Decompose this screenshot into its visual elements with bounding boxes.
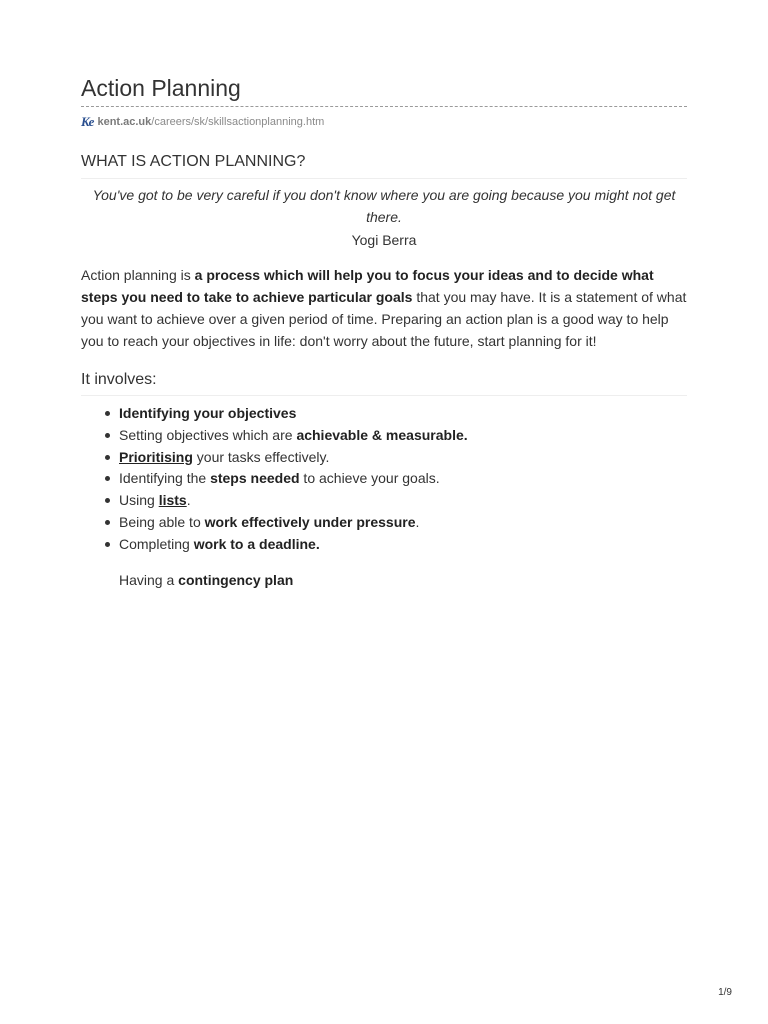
list-item [81, 447, 687, 469]
bullet-icon [105, 433, 110, 438]
title-divider [81, 106, 687, 107]
item-text: your tasks effectively. [192, 448, 330, 465]
section-divider [81, 178, 687, 179]
source-domain[interactable]: kent.ac.uk [97, 116, 152, 128]
bullet-icon [105, 411, 110, 416]
bullet-icon [105, 520, 110, 525]
list-item [81, 468, 687, 490]
kent-logo-icon: Ke [81, 114, 94, 129]
contingency-text: Having a [119, 572, 179, 588]
item-bold: steps needed [210, 470, 300, 487]
item-text: Using [119, 492, 159, 509]
item-text: . [415, 513, 420, 530]
item-bold: achievable & measurable. [296, 426, 468, 443]
document-title: Action Planning [81, 75, 241, 101]
list-item [81, 512, 687, 534]
bullet-icon [105, 542, 110, 547]
bullet-icon [105, 476, 110, 481]
item-text: Being able to [119, 513, 205, 530]
section-heading: WHAT IS ACTION PLANNING? [81, 153, 306, 170]
item-bold: work to a deadline. [193, 535, 320, 552]
intro-part-2: that you may have. It is a statement of what you want to achieve over a given period of time. Preparing an action plan is a good way to help you to reach your objectives in life: don't worry about the future, start planning for it! [81, 289, 687, 349]
prioritising-link[interactable]: Prioritising [119, 448, 193, 465]
source-path[interactable]: /careers/sk/skillsactionplanning.htm [151, 116, 325, 128]
list-item [81, 403, 687, 425]
item-bold: work effectively under pressure [204, 513, 416, 530]
list-item [81, 490, 687, 512]
list-item [81, 425, 687, 447]
quote-text: You've got to be very careful if you don't know where you are going because you might not get there. [92, 187, 676, 225]
intro-part-1: Action planning is [81, 267, 195, 283]
source-line [81, 114, 324, 130]
item-text: to achieve your goals. [299, 470, 440, 487]
lists-link[interactable]: lists [158, 492, 187, 509]
item-text: Identifying the [119, 470, 211, 487]
intro-bold: a process which will help you to focus your ideas and to decide what steps you need to take to achieve particular goals [81, 267, 654, 305]
involves-heading: It involves: [81, 371, 157, 388]
bullet-icon [105, 455, 110, 460]
contingency-bold: contingency plan [178, 572, 294, 588]
item-text: . [186, 492, 191, 509]
involves-list [81, 403, 687, 556]
intro-paragraph [81, 264, 687, 352]
item-bold: Identifying your objectives [119, 405, 297, 421]
list-item [81, 534, 687, 556]
bullet-icon [105, 498, 110, 503]
item-text: Completing [119, 535, 194, 552]
involves-divider [81, 395, 687, 396]
contingency-paragraph [119, 570, 293, 590]
quote-author: Yogi Berra [351, 232, 417, 248]
item-text: Setting objectives which are [119, 426, 297, 443]
page-number: 1/9 [718, 987, 732, 998]
